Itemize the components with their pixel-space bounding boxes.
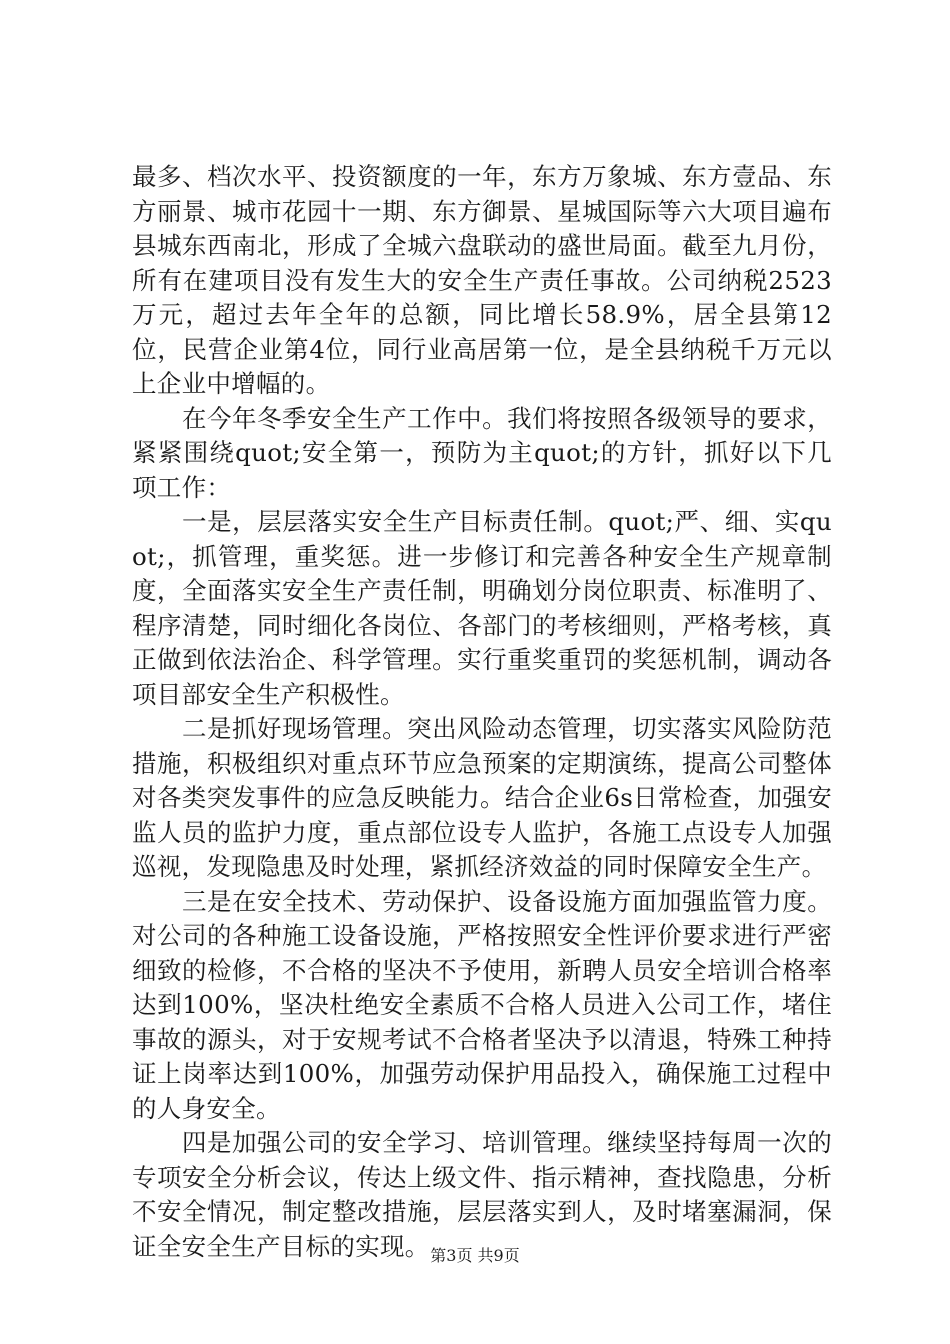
paragraph-item-2: 二是抓好现场管理。突出风险动态管理，切实落实风险防范措施，积极组织对重点环节应急预案的定期演练，提高公司整体对各类突发事件的应急反映能力。结合企业6s日常检查，加强安监人员的监护力度，重点部位设专人监护，各施工点设专人加强巡视，发现隐患及时处理，紧抓经济效益的同时保障安全生产。	[132, 714, 832, 881]
paragraph-item-4: 四是加强公司的安全学习、培训管理。继续坚持每周一次的专项安全分析会议，传达上级文件、指示精神，查找隐患，分析不安全情况，制定整改措施，层层落实到人，及时堵塞漏洞，保证全安全生产目标的实现。	[132, 1128, 832, 1261]
paragraph-continued: 最多、档次水平、投资额度的一年，东方万象城、东方壹品、东方丽景、城市花园十一期、东方御景、星城国际等六大项目遍布县城东西南北，形成了全城六盘联动的盛世局面。截至九月份，所有在建项目没有发生大的安全生产责任事故。公司纳税2523万元，超过去年全年的总额，同比增长58.9%，居全县第12位，民营企业第4位，同行业高居第一位，是全县纳税千万元以上企业中增幅的。	[132, 162, 832, 398]
paragraph-item-3: 三是在安全技术、劳动保护、设备设施方面加强监管力度。对公司的各种施工设备设施，严格按照安全性评价要求进行严密细致的检修，不合格的坚决不予使用，新聘人员安全培训合格率达到100%，坚决杜绝安全素质不合格人员进入公司工作，堵住事故的源头，对于安规考试不合格者坚决予以清退，特殊工种持证上岗率达到100%，加强劳动保护用品投入，确保施工过程中的人身安全。	[132, 886, 832, 1123]
paragraph-intro: 在今年冬季安全生产工作中。我们将按照各级领导的要求，紧紧围绕quot;安全第一，预防为主quot;的方针，抓好以下几项工作：	[132, 403, 832, 502]
page-number-footer: 第3页 共9页	[430, 1246, 520, 1265]
document-body	[132, 160, 832, 1264]
paragraph-item-1: 一是，层层落实安全生产目标责任制。quot;严、细、实quot;，抓管理，重奖惩。进一步修订和完善各种安全生产规章制度，全面落实安全生产责任制，明确划分岗位职责、标准明了、程序清楚，同时细化各岗位、各部门的考核细则，严格考核，真正做到依法治企、科学管理。实行重奖重罚的奖惩机制，调动各项目部安全生产积极性。	[132, 507, 832, 709]
